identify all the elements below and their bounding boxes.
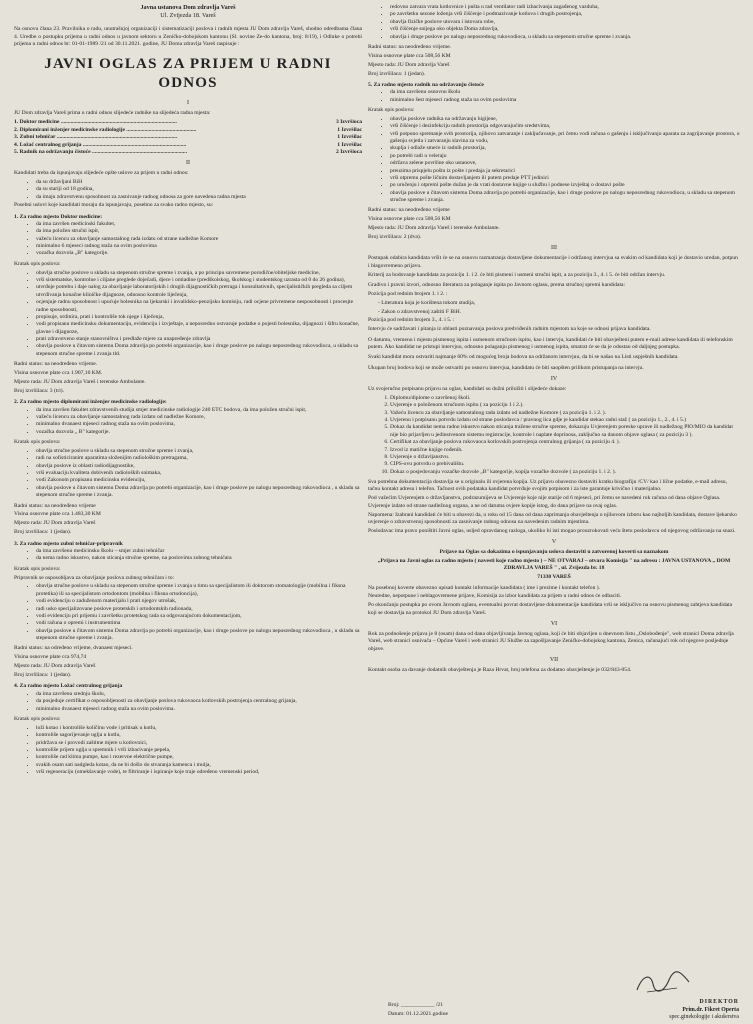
list-item: • vrši sistematske, kontrolne i ciljane preglede doječadi, djece i omladine (predškolskog, školskog i studentskog uzrasta od 0 do 26 godina), [36, 277, 362, 284]
list-item: • vodi evidenciju pri prijemu i završetku protetskog rada sa odgovarajućom dokumentacijom, [36, 613, 362, 620]
section-3-paragraph: Svaki kandidat mora ostvariti najmanje 60% od mogućeg broja bodova na održanom intervjuu, da bi se našao na Listi uspješnih kandidata. [368, 354, 679, 361]
tasks-heading: Kratak opis poslova: [14, 439, 61, 446]
tasks-heading: Kratak opis poslova: [368, 107, 415, 113]
list-item: • skuplja i odlaže smeće iz radnih prostorija, [390, 145, 740, 152]
list-item: 6. Certifikat za obavljanje poslova rukovaoca kotlovskih postrojenja centralnog grijanja ( za poziciju 4. ). [390, 439, 740, 446]
tasks-heading: Kratak opis poslova: [14, 715, 61, 722]
list-item: • vrši otpremu pošte ličnim dostavljanjem ili putem predaje PTT jedinici [390, 175, 740, 182]
list-item: 8. Uvjerenje o državljanstvu. [390, 454, 740, 461]
tasks-heading: Kratak opis poslova: [14, 260, 61, 267]
position-5-status [368, 207, 740, 241]
list-item: • da ima položen stručni ispit, [36, 228, 362, 235]
section-number-2: II [186, 160, 190, 167]
list-item: • obavlja poslove u čitavom sistemu Doma zdravlja po potrebi organizacije, kao i druge poslove po nalogu neposrednog rukovodioca , u skladu sa stepenom stručne spreme i zvanja. [36, 485, 362, 500]
position-count: 1 Izvršilac [337, 126, 362, 133]
list-item: • preuzima prispjelu poštu iz pošte i predaja ja sekretarici [390, 168, 740, 175]
position-name: 5. Radnik na održavanju čistoće .................................................................... [14, 148, 188, 155]
list-item: • obavlja poslove iz oblasti radiodijagnostike, [36, 463, 362, 470]
list-item: • obavlja stručne poslove u skladu sa stepenom stručne spreme i zvanja, a po principu savremene porodične/obiteljske medicine, [36, 270, 362, 277]
status-line: Mjesto rada: JU Dom zdravlja Vareš [14, 663, 96, 670]
position-name: 4. Ložač centralnog grijanja .......................................................................... [14, 141, 187, 148]
section-3-paragraph: - Zakon o zdravstvenoj zaštiti F BiH. [378, 308, 462, 315]
status-line: Visina osnovne plate cca 1.907,10 KM. [14, 370, 103, 377]
section-3-paragraph: Postupak odabira kandidata vršit će se na osnovu razmatranja dostavljene dokumentacije i održanog intervjua sa svakim od kandidata koji je dostavio uredan, potpun i blagovremeno prijavu. [368, 255, 738, 269]
position-row [14, 134, 362, 141]
section-5-line: 71330 VAREŠ [537, 574, 571, 581]
list-item: • održava zelene površine oko ustanove, [390, 160, 740, 167]
status-line: Broj izvršilaca: 3 (tri). [14, 387, 65, 394]
director-signature [633, 970, 693, 996]
general-conditions-list [14, 179, 362, 201]
section-3-paragraph: O datumu, vremenu i mjestu pismenog ispita i usmenom stručnom ispitu, kao i intervju, kandidati će biti obavješteni putem e-mail adrese kandidata ili telefonskim putem. Ako kandidat ne pristupi intervjuu, odnosno polaganju pismenog i usmenog ispita, smatrat će se da je odustao od daljnjeg postupka. [368, 336, 733, 351]
list-item: • vrši potpuno spremanje svih prostorija, njihovo zatvaranje i zaključavanje, pri čemu vodi računa o gašenju i isključivanju aparata za zagrijavanje prostora, o gašenju svjetla i zatvaranju slavina za vodu, [390, 131, 740, 146]
status-line: Broj izvršilaca: 1 (jedan). [14, 529, 72, 536]
section-4-paragraph: Sva potrebna dokumentacija dostavlja se u originalu ili ovjerena kopija. Uz prijavu obavezno dostaviti kratku biografiju /CV/ kao i lične podatke, e-mail adresu, tačnu kontakt adresu i telefon. Tačnost ovih podataka kandidat potvrđuje svojim potpisom i za iste garantuje krivično i materijalno. [368, 479, 727, 493]
position-row [14, 142, 362, 149]
list-item: • vozačka dozvola „B" kategorije. [36, 250, 362, 257]
list-item: • radi usko specijalizovane poslove protetskih i ortodontskih radionada, [36, 606, 362, 613]
list-item: • minimalno šest mjeseci radnog staža na ovim poslovima [390, 97, 740, 104]
list-item: • utvrđuje potrebu i daje nalog za obavljanje laboratorijskih i drugih dijagnostičkih pretraga i konsultativnih, specijalističkih pregleda sa ciljem utvrđivanja konačne kliničke dijagnoze, odnosno kontrole liječenja, [36, 284, 362, 299]
section-4-paragraph: Napomena: Izabrani kandidati će biti u obavezi da, u roku od 15 dana od dana zaprimanja obavještenja o njihovom izboru kao najboljih kandidata, dostave ljekarsko uvjerenje o zdravstvenoj sposobnosti za zasnivanje radnog odnosa na navedenim radnim mjestima. [368, 511, 737, 525]
position-2-status [14, 503, 362, 537]
list-item: • vodi Zakonom propisanu medicinsku evidenciju, [36, 477, 362, 484]
status-line: Visina osnovne plate cca 508,56 KM [368, 216, 451, 223]
right-column [368, 0, 740, 1024]
section-3-paragraph: Gradivo i pravni izvori, odnosno literatura za polaganje ispita po Javnom oglasu, prema stručnoj spremi kandidata: [368, 281, 626, 288]
position-3-status [14, 645, 362, 679]
document-date: Datum: 01.12.2021.godine [388, 1011, 448, 1018]
position-row [14, 127, 362, 134]
position-row [14, 149, 362, 156]
list-item: • važeću licencu za obavljanje samostalnog rada izdatu od strane nadležne Komore [36, 236, 362, 243]
page-title: JAVNI OGLAS ZA PRIJEM U RADNI ODNOS [44, 55, 332, 92]
list-item: • vrši čišćenje i dezinfekciju radnih prostorija odgovarajućim sredstvima, [390, 123, 740, 130]
status-line: Mjesto rada: JU Dom zdravlja Vareš i terenske Ambulante. [368, 225, 500, 232]
list-item: • da su državljani BiH [36, 179, 362, 186]
section-5-paragraph: Neuredne, nepotpune i neblagovremene prijave, Komisija za izbor kandidata za prijem u radni odnos će odbaciti. [368, 593, 622, 600]
list-item: • kontroliše sagorijevanje uglja u kotlu, [36, 732, 362, 739]
position-2-heading: 2. Za radno mjesto diplomirani inženjer medicinske radiologije: [14, 399, 167, 406]
left-column [14, 0, 362, 1024]
section-number-7: VII [549, 657, 559, 664]
list-item: • da nema radno iskustvo, nakon sticanja stručne spreme, na poslovima zubnog tehničara [36, 555, 362, 562]
section-5-line: „Prijava na Javni oglas za radno mjesto ( navesti koje radno mjesto ) – NE OTVARAJ – otvara Komisija " na adresu : JAVNA USTANOVA „ DOM ZDRAVLJA VAREŠ " , ul. Zvijezda br. 18 [377, 557, 731, 572]
status-line: Broj izvršilaca: 1 (jedan). [368, 70, 426, 77]
list-item: • da su stariji od 18 godina, [36, 186, 362, 193]
position-1-conditions [14, 221, 362, 258]
section-number-1: I [187, 100, 189, 107]
status-line: Visina osnovne plate cca 974,74 [14, 654, 87, 661]
position-1-tasks [14, 270, 362, 359]
section-1-intro: JU Dom zdravlja Vareš prima u radni odnos slijedeće radnike na slijedeća radna mjesta: [14, 110, 211, 116]
section-number-5: V [551, 539, 557, 546]
list-item: • obavlja poslove u čitavom sistemu Doma zdravlja po potrebi organizacije, kao i druge poslove po nalogu neposrednog rukovodioca, u skladu sa stepenom stručne spreme i zvanja. [390, 190, 740, 205]
position-name: 1. Doktor medicine ................................................................................... [14, 119, 177, 126]
list-item: • da ima završenu medicinsku školu – smjer zubni tehničar [36, 548, 362, 555]
status-line: Visina osnovne plate cca 1.483,30 KM [14, 511, 101, 518]
list-item: • pridržava se i provodi zaštitne mjere u kotlovnici, [36, 740, 362, 747]
status-line: Radni status: na neodređeno vrijeme. [14, 361, 98, 368]
section-3-paragraph: - Literatura koja je korištena tokom studija, [378, 299, 476, 306]
list-item: • obavlja stručne poslove u skladu sa stepenom stručne spreme i zvanja u timu sa specijalistom ili doktorom stomatologije (mobilna i fiksna protetika) ili sa specijalistom ortodontom (mobilna i fiksna ortodoncija), [36, 583, 362, 598]
section-5-paragraph: Po okončanju postupka po ovom Javnom oglasu, eventualni povrat dostavljene dokumentacije kandidata vrši se isključivo na osnovu pismenog zahtjeva kandidata koji se dostavlja na protokol JU Dom zdravlja Vareš. [368, 602, 733, 616]
list-item: • da posjeduje certifikat o osposobljenosti za obavljanje poslova rukovaoca kotlovskih postrojenja centralnog grijanja, [36, 698, 362, 705]
position-2-tasks [14, 448, 362, 500]
institution-address: Ul. Zvijezda 18. Vareš [160, 12, 216, 20]
position-5-tasks [368, 116, 740, 205]
special-conditions-intro: Posebni uslovi koje kandidati moraju da ispunjavaju, posebno za svako radno mjesto, su: [14, 202, 214, 209]
status-line: Mjesto rada: JU Dom zdravlja Vareš [14, 520, 96, 527]
list-item: • da ima završen fakultet zdravstvenih studija smjer medicinske radiologije 240 ETC bodova, da ima položen stručni ispit, [36, 407, 362, 414]
list-item: 7. Izvod iz matične knjige rođenih. [390, 447, 740, 454]
status-line: Radni status: na neodređeno vrijeme [368, 207, 450, 214]
status-line: Broj izvršilaca: 2 (dva). [368, 234, 422, 240]
section-5-line: Prijave na Oglas sa dokazima o ispunjavanju uslova dostaviti u zatvorenoj koverti sa naznakom [439, 549, 669, 556]
director-name: Prim.dr. Fikret Operta [682, 1006, 739, 1013]
list-item: • vrši čišćenje snijega oko objekta Doma zdravlja, [390, 26, 740, 33]
section-6-paragraph: Rok za podnošenje prijava je 8 (osam) dana od dana objavljivanja Javnog oglasa, koji će biti objavljen u dnevnom listu „Oslobođenje", web stranici Doma zdravlja Vareš, web stranici osnivača – Općine Vareš i web stranici JU Službe za zapošljavanje Zeničko-dobojskog kantona, Zenica, računajući rok od njegove posljednje objave. [368, 631, 734, 652]
position-5-heading: 5. Za radno mjesto radnik na održavanju čistoće [368, 81, 484, 88]
list-item: • da imaju zdravstvenu sposobnost za zasnivanje radnog odnosa za gore navedena radna mjesta [36, 194, 362, 201]
positions-list [14, 119, 362, 156]
list-item: • minimalno dvanaest mjeseci radnog staža na ovim poslovima, [36, 421, 362, 428]
list-item: • vodi evidenciju o zaduženom materijalu i prati njegov utrošak, [36, 598, 362, 605]
list-item: • radi na sofisticiranim aparatima složenijim radiološkim pretragama, [36, 455, 362, 462]
list-item: • vrši regeneraciju (omekšavanje vode), te filtriranje i ispiranje koje traje određeno vremenski period, [36, 769, 362, 776]
position-3-tasks [14, 583, 362, 642]
section-4-paragraph: Poslodavac ima pravo poništiti Javni oglas, usljed opravdanog razloga, ukoliko bi isti mogao prouzrokovati veću štetu poslodavcu od njegovog održavanja na snazi. [368, 527, 736, 534]
list-item: • minimalno 6 mjeseci radnog staža na ovim poslovima [36, 243, 362, 250]
section-3-paragraph: Ukupan broj bodova koji se može ostvariti po osnovu intervjua, kandidatu će biti saopšten prilikom pristupanja na intervju. [368, 364, 644, 371]
section-number-4: IV [550, 376, 558, 383]
list-item: 2. Uvjerenje o položenom stručnom ispitu ( za poziciju 1 i 2.). [390, 402, 740, 409]
section-4-paragraph: Pod važećim Uvjerenjem o državljanstvu, podrazumijeva se Uvjerenje koje nije starije od 6 mjeseci, pri čemu se navedeni rok računa od dana objave Oglasa. Uvjerenje izdato od strane nadležnog organa, a ne od datuma ovjere kopije istog, do dana prijave na ovaj oglas. [368, 495, 721, 509]
status-line: Visina osnovne plate cca 508,56 KM [368, 52, 451, 59]
list-item: 10. Dokaz o posjedovanju vozačke dozvole „B" kategorije, kopija vozačke dozvole ( za poziciju 1. i 2. ). [390, 469, 740, 476]
director-title: DIREKTOR [699, 999, 739, 1006]
list-item: • prati zdravstveno stanje stanovništva i predlaže mjere za unapređenje zdravlja [36, 336, 362, 343]
status-line: Radni status: na neodređeno vrijeme. [368, 43, 452, 50]
list-item: • vodi propisanu medicinsku dokumentaciju, evidenciju i izvještaje, a neposredno ostvaruje podatke o pojesti bolesnika, dijagnozi i šifru konačne, glavne i dijagnoze, [36, 321, 362, 336]
list-item: • ocjenjuje radnu sposobnost i upućuje bolesnika na ljekarski i invalidsko-penzijsku komisiju, radi ocjene privremene nesposobnosti i procesjte radne sposobnosti, [36, 299, 362, 314]
list-item: • da ima završenu osnovnu školu [390, 89, 740, 96]
position-count: 1 Izvršilac [337, 134, 362, 141]
section-number-6: VI [550, 621, 558, 628]
position-count: 2 Izvršioca [336, 148, 362, 155]
section-5-paragraph: Na posebnoj koverte obavezno upisati kontakt informacije kandidata ( ime i prezime i kontakt telefon ). [368, 584, 601, 591]
position-3-tasks-intro: Pripravnik se osposobljava za obavljanje poslova zubnog tehničara i to: [14, 574, 175, 581]
list-item: • vrši evaluaciju kvaliteta dobivenih radioloških snimaka, [36, 470, 362, 477]
position-name: 3. Zubni tehničar ...................................................................................... [14, 134, 178, 141]
director-specialty: spec.ginekologije i akušerstva [669, 1014, 739, 1021]
status-line: Radni status: na određeno vrijeme, dvanaest mjeseci. [14, 645, 133, 652]
list-item: 1. Diplomu/diplome o završenoj školi. [390, 395, 740, 402]
position-1-heading: 1. Za radno mjesto Doktor medicine: [14, 213, 103, 220]
position-count: 1 Izvršilac [337, 141, 362, 148]
list-item: • vozačka dozvola „ B" kategorije. [36, 429, 362, 436]
list-item: • minimalno dvanaest mjeseci radnog staža na ovim poslovima. [36, 706, 362, 713]
list-item: • obavlja poslove u čitavom sistemu Doma zdravlja po potrebi organizacije, kao i druge poslove po nalogu neposrednog rukovodioca , u skladu sa stepenom stručne spreme i zvanja. [36, 628, 362, 643]
list-item: 4. Uvjerenu i potpisanu potvrdu izdatu od strane poslodavca / pravnog lica gdje je kandidat stekao radni staž ( za poziciju 1., 2., 4. i 5.) [390, 417, 740, 424]
list-item: • obavlja poslove radnika na održavanju higijene, [390, 116, 740, 123]
director-block [669, 999, 739, 1022]
list-item: • po uručenju i otpremi pošte dužan je da vrati dostavne knjige u službu i podnese izvještaj o dostavi pošte [390, 182, 740, 189]
position-4-heading: 4. Za radno mjesto Ložač centralnog grijanja [14, 683, 123, 690]
list-item: • vodi računa o opremi i instrumentima [36, 620, 362, 627]
list-item: • po završetku sezone loženja vrši čišćenje i podmazivanje kotlova i drugih postrojenja, [390, 11, 740, 18]
position-row [14, 119, 362, 126]
position-2-conditions [14, 407, 362, 437]
list-item: • kontroliše prijem uglja u spremnik i vrši izbacivanje pepela, [36, 747, 362, 754]
required-documents-list [368, 395, 740, 476]
status-line: Radni status: na neodređeno vrijeme [14, 502, 96, 509]
status-line: Mjesto rada: JU Dom zdravlja Vareš [368, 61, 450, 68]
section-3-paragraph: Pozicija pod rednim brojem 3., 4. i 5. : [368, 317, 455, 324]
position-4-conditions [14, 691, 362, 713]
position-name: 2. Diplomirani inženjer medicinske radiologije .................................................. [14, 126, 197, 133]
section-3-paragraph: Pozicija pod rednim brojem 1. i 2. : [368, 290, 448, 297]
list-item: • obavlja poslove u čitavom sistemu Doma zdravlja po potrebi organizacije, kao i druge poslove po nalogu neposrednog rukovodioca, u skladu sa stepenom stručne spreme i zvanja tld. [36, 343, 362, 358]
list-item: • obavlja i druge poslove po nalogu neposrednog rukovodioca, u skladu sa stepenom stručne spreme i zvanja. [390, 34, 740, 41]
list-item: • redovno zatvara vrata kotlovnice i pušta u rad ventilator radi izbacivanja zagađenog vazduha, [390, 4, 740, 11]
document-number: Broj: ____________ /21 [388, 1002, 444, 1009]
position-4-tasks [14, 725, 362, 777]
list-item: 5. Dokaz da kandidat nema radno iskustvo nakon sticanja tražene stručne spreme, dokazuju Uvjerenjem poreske uprave ili nadležnog PIO/MIO da kandidat nije bio prijavljen u jedinstvenom sistemu registracije, kontrole i naplate doprinosa, zaključno sa danom objave oglasa ( za poziciju 3 ). [390, 424, 740, 439]
list-item: • da ima završen medicinski fakultet, [36, 221, 362, 228]
position-count: 3 Izvršioca [336, 119, 362, 126]
list-item: • obavlja fizičke poslove utovara i istovara robe, [390, 19, 740, 26]
position-3-heading: 3. Za radno mjesto zubni tehničar-pripravnik [14, 540, 123, 547]
list-item: • propisuje, ordinira, prati i kontroliše tok njege i liječenja, [36, 314, 362, 321]
institution-name: Javna ustanova Dom zdravlja Vareš [140, 4, 236, 11]
section-number-3: III [551, 245, 557, 252]
status-line: Broj izvršilaca: 1 (jedan). [14, 672, 72, 679]
list-item: • da ima završenu srednju školu, [36, 691, 362, 698]
contact-person-paragraph: Kontakt osoba za davanje dodatnih obavještenja je Raza Hrvat, broj telefona za dodatno obavještenje je 032/843-054. [368, 667, 632, 674]
status-line: Mjesto rada: JU Dom zdravlja Vareš i terenske Ambulante. [14, 378, 146, 385]
position-4-tasks-continued [368, 4, 740, 41]
list-item: • kontroliše rad klima pumpe, kao i rezervne električne pumpe, [36, 754, 362, 761]
list-item: 3. Važeću licencu za obavljanje samostalnog rada izdatu od nadležne Komore ( za poziciju 1. i 2. ). [390, 410, 740, 417]
list-item: • svakih osam sati nadgleda kotao, da ne bi došlo do stvaranja kamenca i mulja, [36, 762, 362, 769]
list-item: • loži kotao i kontroliše količinu vode i pritisak u kotlu, [36, 725, 362, 732]
list-item: • obavlja stručne poslove u skladu sa stepenom stručne spreme i zvanja, [36, 448, 362, 455]
section-3-paragraph: Intervju će sadržavati i pitanja iz oblasti poznavanja poslova predviđenih radnim mjestom na koje se odnosi prijava kandidata. [368, 326, 651, 333]
position-3-conditions [14, 548, 362, 563]
list-item: • važeću licencu za obavljanje samostalnog rada izdatu od nadležne Komore, [36, 414, 362, 421]
tasks-heading: Kratak opis poslova: [14, 565, 61, 572]
section-4-intro: Uz svojeručno potpisanu prijavu na oglas, kandidati su dužni priložiti i slijedeće dokaze: [368, 386, 567, 393]
position-5-conditions [368, 89, 740, 104]
list-item: • po potrebi radi u veleraju [390, 153, 740, 160]
intro-paragraph: Na osnovu člana 23. Pravilnika o radu, unutrašnjoj organizaciji i sistematizaciji poslova i radnih mjesta JU Dom zdravlja Vareš, shodno odredbama člana 4. Uredbe o postupku prijema u radni odnos u javnom sektoru u Zeničko-dobojskom kantonu (Sl. novine Ze-do kantona, broj: 8/19), i Odluke o potrebi prijema u radni odnos br: 01-01-1989 /21 od 30.11.2021. godine, JU Doma zdravlja Vareš raspisuje : [14, 26, 362, 48]
document-number-block [388, 1002, 448, 1020]
position-1-status [14, 361, 362, 395]
section-3-paragraph: Kriterij za bodovanje kandidata za poziciju 1. i 2. će biti pismeni i usmeni stručni ispit, a za poziciju 3., 4. i 5. će biti održan intervju. [368, 271, 666, 278]
list-item: 9. CIPS-ovu potvrdu o prebivalištu. [390, 461, 740, 468]
section-2-intro: Kandidati treba da ispunjavaju slijedeće opšte uslove za prijem u radni odnos: [14, 170, 189, 177]
position-4-status [368, 44, 740, 78]
